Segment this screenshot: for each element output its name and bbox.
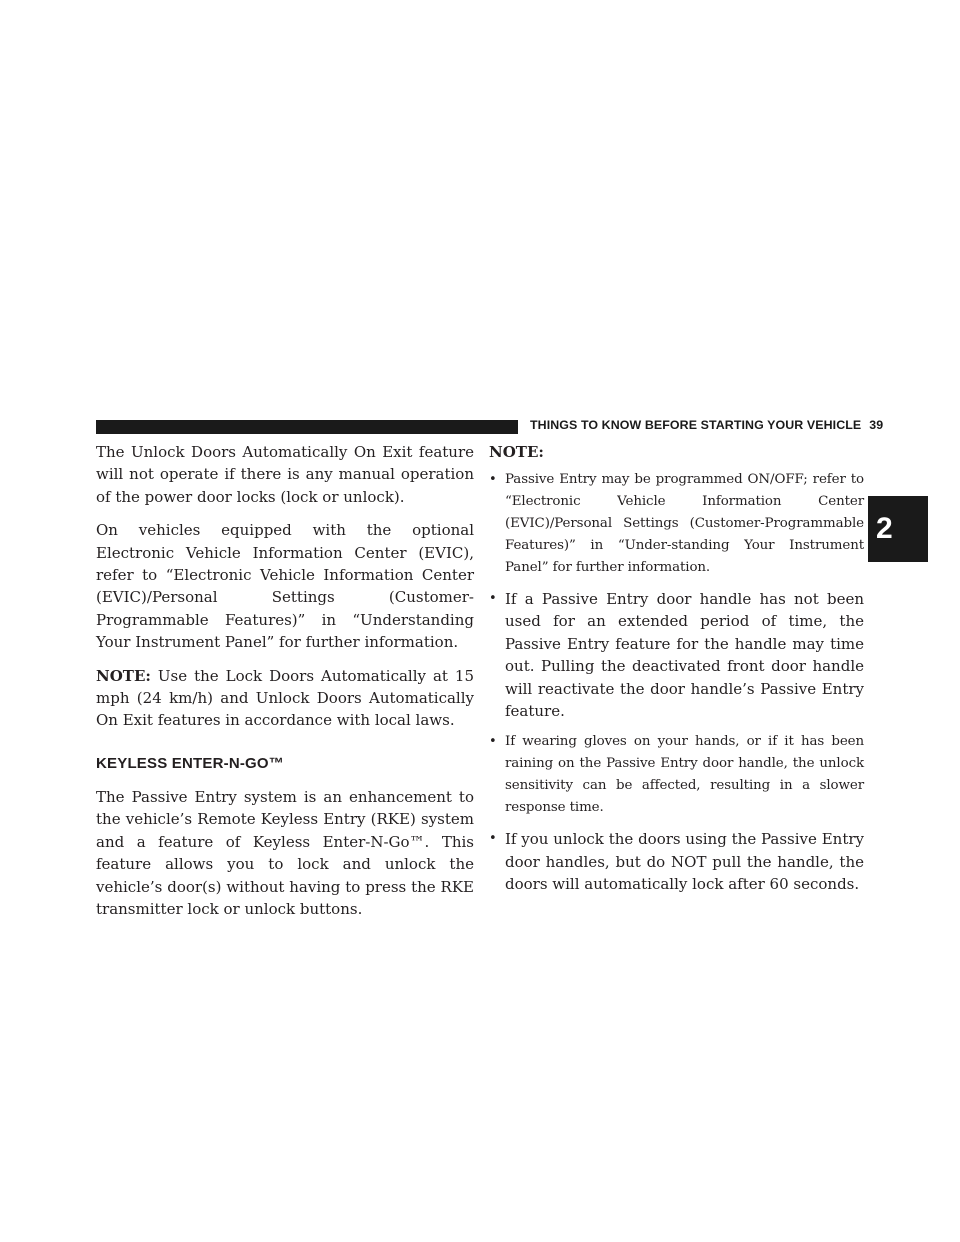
bullet-icon: • <box>489 472 497 487</box>
page-number: 39 <box>869 418 884 432</box>
bullet-icon: • <box>489 831 497 847</box>
list-item <box>489 588 864 722</box>
bullet-icon: • <box>489 734 497 750</box>
right-column <box>489 441 864 905</box>
note-heading: NOTE: <box>489 443 544 461</box>
section-title: THINGS TO KNOW BEFORE STARTING YOUR VEHICLE <box>530 418 862 432</box>
list-item <box>489 828 864 895</box>
left-column <box>96 441 474 920</box>
list-item <box>489 469 864 579</box>
list-item <box>489 731 864 819</box>
chapter-tab: 2 <box>868 496 928 562</box>
note-paragraph <box>96 665 474 732</box>
section-heading: KEYLESS ENTER-N-GO™ <box>96 754 284 772</box>
paragraph-unlock-on-exit: The Unlock Doors Automatically On Exit feature will not operate if there is any manual operation of the power door locks (lock or unlock). <box>96 443 474 506</box>
note-label: NOTE: <box>96 666 151 685</box>
list-item-text: Passive Entry may be programmed ON/OFF; refer to “Electronic Vehicle Information Center (EVIC)/Personal Settings (Customer-Programmable Features)” in “Under-standing Your Instrument Panel” for further information. <box>505 472 864 575</box>
running-header <box>530 418 883 432</box>
bullet-icon: • <box>489 591 497 606</box>
header-rule <box>96 420 518 434</box>
paragraph-evic: On vehicles equipped with the optional Electronic Vehicle Information Center (EVIC), refer to “Electronic Vehicle Information Center (EVIC)/Personal Settings (Customer-Programmable Features)” in “Understanding Your Instrument Panel” for further information. <box>96 521 474 652</box>
list-item-text: If a Passive Entry door handle has not been used for an extended period of time, the Passive Entry feature for the handle may time out. Pulling the deactivated front door handle will reactivate the door handle’s Passive Entry feature. <box>505 590 864 721</box>
list-item-text: If you unlock the doors using the Passive Entry door handles, but do NOT pull the handle, the doors will automatically lock after 60 seconds. <box>505 830 864 894</box>
list-item-text: If wearing gloves on your hands, or if it has been raining on the Passive Entry door handle, the unlock sensitivity can be affected, resulting in a slower response time. <box>505 734 864 816</box>
note-list <box>489 469 864 896</box>
paragraph-passive-entry: The Passive Entry system is an enhancement to the vehicle’s Remote Keyless Entry (RKE) system and a feature of Keyless Enter-N-Go™. This feature allows you to lock and unlock the vehicle’s door(s) without having to press the RKE transmitter lock or unlock buttons. <box>96 787 474 918</box>
note-text: Use the Lock Doors Automatically at 15 mph (24 km/h) and Unlock Doors Automatically On Exit features in accordance with local laws. <box>96 666 474 730</box>
